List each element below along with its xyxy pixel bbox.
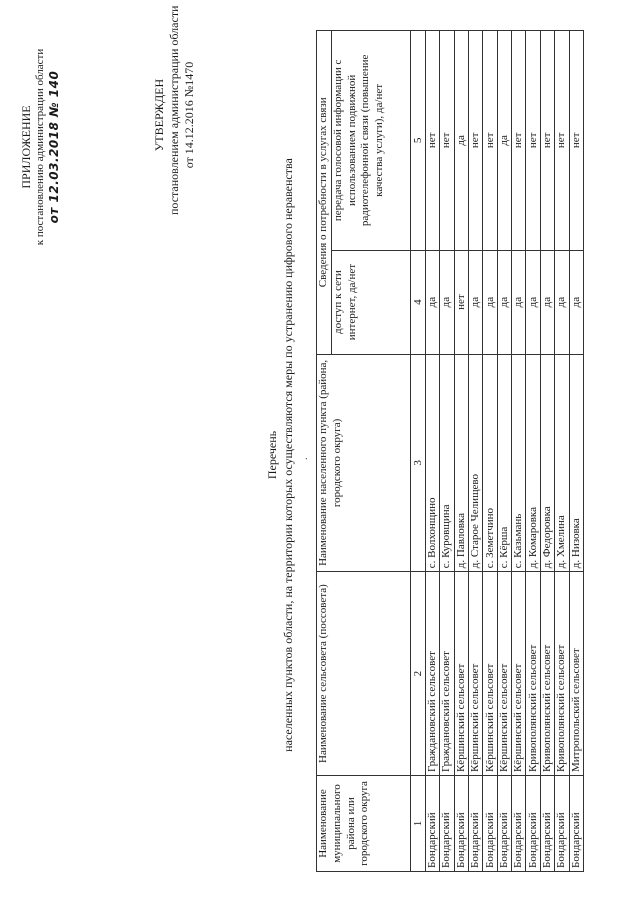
table-row: [440, 31, 454, 872]
column-number: 5: [410, 31, 425, 251]
cell-internet: да: [425, 250, 439, 354]
cell-internet: нет: [454, 250, 468, 354]
cell-settlement: д. Федоровка: [540, 354, 554, 572]
cell-voice: нет: [468, 31, 482, 251]
cell-council: Кривополянский сельсовет: [555, 572, 569, 776]
cell-district: Бондарский: [425, 776, 439, 872]
appendix-date-handwritten: от 12.03.2018 № 140: [47, 70, 61, 224]
document-heading: [262, 25, 294, 885]
cell-settlement: с. Казьмань: [512, 354, 526, 572]
cell-district: Бондарский: [468, 776, 482, 872]
cell-internet: да: [497, 250, 511, 354]
cell-district: Бондарский: [555, 776, 569, 872]
table-row: [483, 31, 497, 872]
cell-settlement: с. Кёрша: [497, 354, 511, 572]
cell-settlement: д. Комаровка: [526, 354, 540, 572]
stray-dot: .: [299, 457, 310, 460]
column-number: 3: [410, 354, 425, 572]
cell-settlement: д. Павловка: [454, 354, 468, 572]
cell-internet: да: [483, 250, 497, 354]
heading-subtitle: населенных пунктов области, на территории которых осуществляются меры по устранению цифрового неравенства: [281, 158, 295, 752]
cell-district: Бондарский: [497, 776, 511, 872]
header-district: Наименование муниципального района или городского округа: [317, 776, 411, 872]
cell-voice: нет: [526, 31, 540, 251]
appendix-title: ПРИЛОЖЕНИЕ: [19, 105, 33, 189]
cell-voice: да: [454, 31, 468, 251]
table-row: [468, 31, 482, 872]
cell-voice: нет: [440, 31, 454, 251]
table-row: [526, 31, 540, 872]
cell-settlement: д. Старое Челищево: [468, 354, 482, 572]
cell-settlement: с. Куровщина: [440, 354, 454, 572]
appendix-block: [20, 7, 60, 287]
table-row: [540, 31, 554, 872]
header-council: Наименование сельсовета (поссовета): [317, 572, 411, 776]
approved-line-2: от 14.12.2016 №1470: [182, 61, 196, 169]
header-internet: доступ к сети интернет, да/нет: [331, 250, 410, 354]
table-row: [454, 31, 468, 872]
cell-voice: нет: [555, 31, 569, 251]
cell-district: Бондарский: [483, 776, 497, 872]
header-needs-group: Сведения о потребности в услугах связи: [317, 31, 332, 355]
cell-internet: да: [526, 250, 540, 354]
approved-line-1: постановлением администрации области: [167, 5, 181, 215]
cell-council: Граждановский сельсовет: [425, 572, 439, 776]
cell-district: Бондарский: [540, 776, 554, 872]
column-number: 1: [410, 776, 425, 872]
appendix-subtitle: к постановлению администрации области: [34, 48, 46, 246]
heading-title: Перечень: [265, 430, 279, 480]
table-row: [425, 31, 439, 872]
table-row: [512, 31, 526, 872]
cell-settlement: д. Низовка: [569, 354, 583, 572]
cell-council: Кёршинский сельсовет: [483, 572, 497, 776]
cell-council: Кривополянский сельсовет: [526, 572, 540, 776]
table-row: [569, 31, 583, 872]
cell-internet: да: [468, 250, 482, 354]
cell-voice: нет: [569, 31, 583, 251]
cell-council: Кривополянский сельсовет: [540, 572, 554, 776]
cell-internet: да: [540, 250, 554, 354]
cell-council: Кёршинский сельсовет: [512, 572, 526, 776]
approved-block: [150, 5, 196, 215]
cell-council: Кёршинский сельсовет: [454, 572, 468, 776]
cell-internet: да: [512, 250, 526, 354]
header-voice: передача голосовой информации с использованием подвижной радиотелефонной связи (повышение качества услуги), да/нет: [331, 31, 410, 251]
cell-settlement: с. Волхонщино: [425, 354, 439, 572]
cell-settlement: д. Хмелина: [555, 354, 569, 572]
cell-district: Бондарский: [526, 776, 540, 872]
cell-voice: нет: [540, 31, 554, 251]
cell-voice: нет: [512, 31, 526, 251]
cell-district: Бондарский: [454, 776, 468, 872]
cell-voice: да: [497, 31, 511, 251]
cell-settlement: с. Земетчино: [483, 354, 497, 572]
cell-internet: да: [555, 250, 569, 354]
cell-council: Кёршинский сельсовет: [468, 572, 482, 776]
cell-internet: да: [569, 250, 583, 354]
cell-district: Бондарский: [512, 776, 526, 872]
cell-district: Бондарский: [569, 776, 583, 872]
table-row: [497, 31, 511, 872]
cell-internet: да: [440, 250, 454, 354]
cell-council: Митропольский сельсовет: [569, 572, 583, 776]
table-row: [555, 31, 569, 872]
header-settlement: Наименование населенного пункта (района, городского округа): [317, 354, 411, 572]
cell-voice: нет: [483, 31, 497, 251]
approved-title: УТВЕРЖДЕН: [152, 78, 166, 152]
cell-council: Граждановский сельсовет: [440, 572, 454, 776]
column-number: 4: [410, 250, 425, 354]
cell-council: Кёршинский сельсовет: [497, 572, 511, 776]
settlements-table: [316, 30, 584, 872]
column-number: 2: [410, 572, 425, 776]
cell-district: Бондарский: [440, 776, 454, 872]
cell-voice: нет: [425, 31, 439, 251]
